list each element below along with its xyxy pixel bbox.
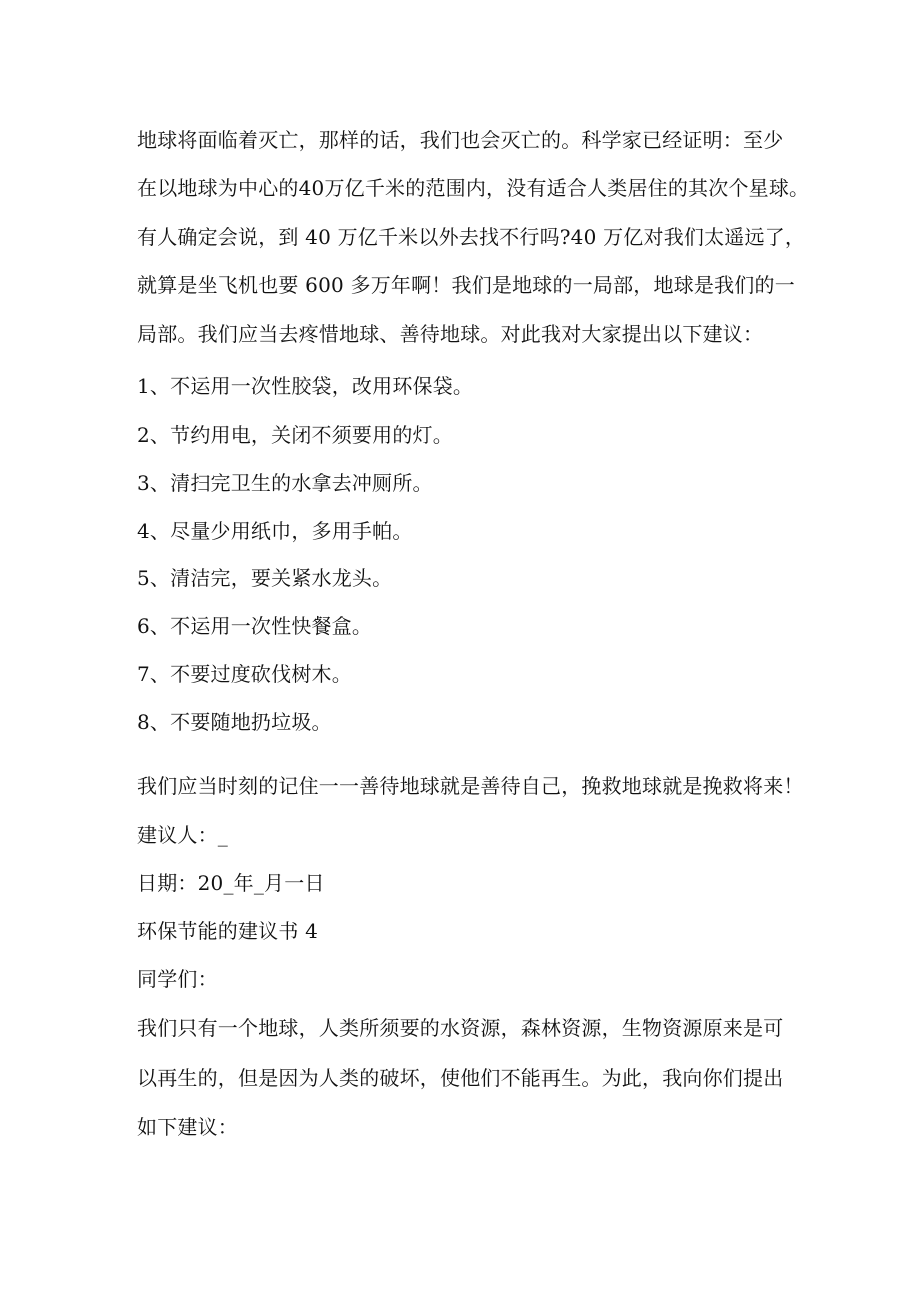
- suggestion-item: 6、不运用一次性快餐盒。: [137, 614, 373, 638]
- suggestion-item: 8、不要随地扔垃圾。: [137, 710, 332, 734]
- paragraph-line: 在以地球为中心的40万亿千米的范围内，没有适合人类居住的其次个星球。: [137, 176, 810, 200]
- proposer-line: 建议人：_: [137, 823, 228, 847]
- section-title: 环保节能的建议书 4: [137, 919, 319, 943]
- paragraph-line: 我们只有一个地球，人类所须要的水资源，森林资源，生物资源原来是可: [137, 1016, 784, 1040]
- paragraph-line: 有人确定会说，到 40 万亿千米以外去找不行吗?40 万亿对我们太遥远了，: [137, 225, 806, 249]
- suggestion-item: 2、节约用电，关闭不须要用的灯。: [137, 423, 453, 447]
- suggestion-item: 1、不运用一次性胶袋，改用环保袋。: [137, 374, 474, 398]
- suggestion-item: 5、清洁完，要关紧水龙头。: [137, 566, 393, 590]
- paragraph-line: 地球将面临着灭亡，那样的话，我们也会灭亡的。科学家已经证明：至少: [137, 128, 784, 152]
- paragraph-line: 就算是坐飞机也要 600 多万年啊！我们是地球的一局部，地球是我们的一: [137, 273, 795, 297]
- suggestion-item: 7、不要过度砍伐树木。: [137, 662, 352, 686]
- suggestion-item: 4、尽量少用纸巾，多用手帕。: [137, 519, 413, 543]
- paragraph-line: 以再生的，但是因为人类的破坏，使他们不能再生。为此，我向你们提出: [137, 1066, 784, 1090]
- greeting-line: 同学们：: [137, 967, 218, 991]
- suggestion-item: 3、清扫完卫生的水拿去冲厕所。: [137, 471, 433, 495]
- date-line: 日期：20_年_月一日: [137, 871, 325, 895]
- paragraph-line: 如下建议：: [137, 1115, 238, 1139]
- paragraph-line: 局部。我们应当去疼惜地球、善待地球。对此我对大家提出以下建议：: [137, 322, 764, 346]
- closing-sentence: 我们应当时刻的记住一一善待地球就是善待自己，挽救地球就是挽救将来！: [137, 774, 804, 798]
